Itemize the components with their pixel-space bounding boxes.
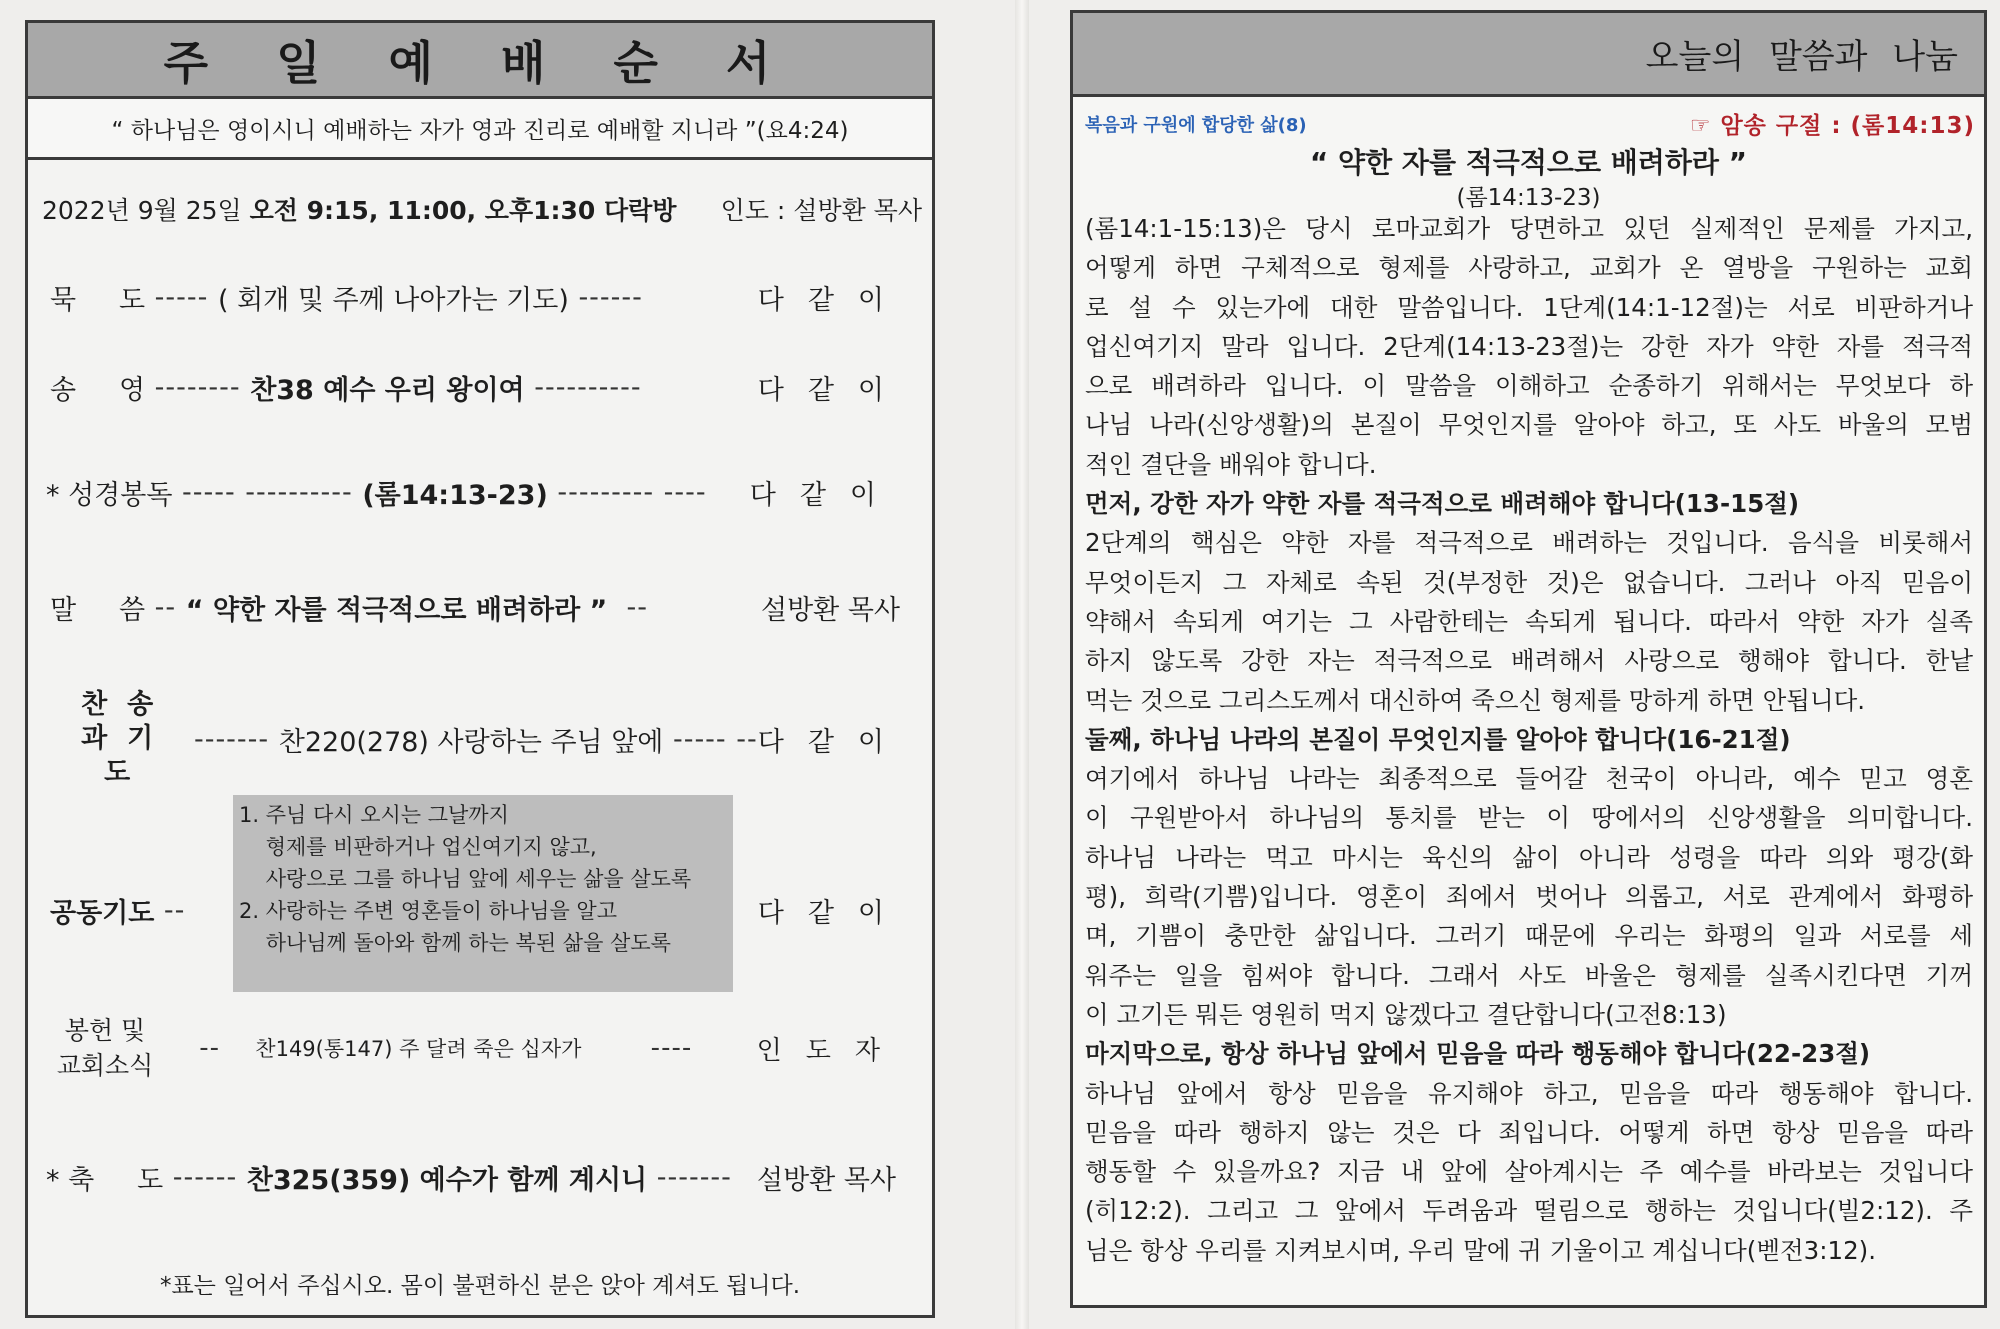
order-participant: 설방환 목사 [757,1165,896,1196]
order-content: (롬14:13-23) [362,480,548,511]
order-content: 찬38 예수 우리 왕이여 [250,375,525,406]
order-row-hymn-prayer [50,688,930,790]
sermon-panel-header [1073,13,1984,97]
order-participant: 다같이 [757,285,908,316]
order-participant: 다같이 [757,375,908,406]
prayer-line: 사랑으로 그를 하나님 앞에 세우는 삶을 살도록 [239,867,692,891]
sermon-body-line: 나님 나라(신앙생활)의 본질이 무엇인지를 알아야 하고, 또 사도 바울의 모범 [1085,410,1973,440]
sermon-point-heading: 먼저, 강한 자가 약한 자를 적극적으로 배려해야 합니다(13-15절) [1085,489,1800,519]
order-dash: ---- [641,1033,702,1063]
order-label: * 축 도 [46,1165,164,1196]
order-dash: ----- -- [663,723,758,755]
sermon-body-line: 이 구원받아서 하나님의 통치를 받는 이 땅에서의 신앙생활을 의미합니다. [1085,803,1973,833]
order-row-silent-prayer [50,278,930,317]
sermon-body-line: 업신여기지 말라 입니다. 2단계(14:13-23절)는 강한 자가 약한 자를 적극적 [1085,331,1973,361]
sermon-body-line: 하나님 나라는 먹고 마시는 육신의 삶이 아니라 성령을 따라 의와 평강(화 [1085,842,1973,872]
service-leader: 인도 : 설방환 목사 [720,196,922,225]
sermon-body-line: 적인 결단을 배워야 합니다. [1085,449,1377,479]
order-dash: ----- [145,282,218,313]
order-dash: ---------- [524,372,652,403]
order-label: * 성경봉독 [46,480,173,511]
order-row-benediction [46,1158,926,1197]
order-participant: 다같이 [757,898,908,929]
sermon-body-line: 하지 않도록 강한 자는 적극적으로 배려해서 사랑으로 행해야 합니다. 한낱 [1085,646,1973,676]
sermon-title: “ 약한 자를 적극적으로 배려하라 ” [1309,146,1748,179]
sermon-body-line: 으로 배려하라 입니다. 이 말씀을 이해하고 순종하기 위해서는 무엇보다 하 [1085,371,1973,401]
order-label: 봉헌 및 교회소식 [56,1016,154,1080]
sermon-point-heading: 마지막으로, 항상 하나님 앞에서 믿음을 따라 행동해야 합니다(22-23절) [1085,1039,1871,1069]
order-label: 묵 도 [50,285,146,316]
prayer-line: 형제를 비판하거나 업신여기지 않고, [239,835,597,859]
order-dash: ------- [647,1162,742,1193]
order-content: 찬149(통147) 주 달려 죽은 십자가 [255,1037,582,1061]
sermon-body-line: 평), 희락(기쁨)입니다. 영혼이 죄에서 벗어나 의롭고, 서로 관계에서 화평하 [1085,882,1973,912]
sermon-body-line: 며, 기쁨이 충만한 삶입니다. 그러기 때문에 우리는 화평의 일과 서로를 세 [1085,921,1973,951]
order-row-sermon [50,588,930,627]
order-content: 찬220(278) 사랑하는 주님 앞에 [278,726,664,758]
order-row-doxology [50,368,930,407]
memory-verse: ☞ 암송 구절 : (롬14:13) [1689,113,1975,139]
prayer-line: 하나님께 돌아와 함께 하는 복된 삶을 살도록 [239,931,671,955]
order-dash: ------ [568,282,653,313]
order-dash: ------- [184,723,279,755]
order-participant: 인도자 [756,1035,904,1066]
order-content: ( 회개 및 주께 나아가는 기도) [217,285,569,316]
order-dash: -- [154,895,186,926]
sermon-point-heading: 둘째, 하나님 나라의 본질이 무엇인지를 알아야 합니다(16-21절) [1085,724,1791,754]
order-dash: ------ [163,1162,247,1193]
theme-verse: “ 하나님은 영이시니 예배하는 자가 영과 진리로 예배할 지니라 ”(요4:24) [28,99,932,160]
sermon-body-line: (히12:2). 그리고 그 앞에서 두려움과 떨림으로 행하는 것입니다(빌2:12). 주 [1085,1196,1973,1226]
prayer-line: 2. 사랑하는 주변 영혼들이 하나님을 알고 [239,899,617,923]
order-participant: 다같이 [757,726,908,758]
standing-note: *표는 일어서 주십시오. 몸이 불편하신 분은 앉아 계셔도 됩니다. [159,1273,801,1299]
order-row-offering-news [50,1013,930,1083]
worship-order-panel [25,20,935,1318]
order-label: 찬송과기도 [81,689,174,788]
sermon-body-line: 이 고기든 뭐든 영원히 먹지 않겠다고 결단합니다(고전8:13) [1085,999,1727,1029]
order-dash: ----- ---------- [172,477,363,508]
prayer-line: 1. 주님 다시 오시는 그날까지 [239,803,509,827]
sermon-body-line: 먹는 것으로 그리스도께서 대신하여 죽으신 형제를 망하게 하면 안됩니다. [1085,685,1866,715]
order-dash: -- [190,1033,230,1063]
sermon-body-line: 로 설 수 있는가에 대한 말씀입니다. 1단계(14:1-12절)는 서로 비판하거나 [1085,292,1973,322]
sermon-body-line: 2단계의 핵심은 약한 자를 적극적으로 배려하는 것입니다. 음식을 비롯해서 [1085,528,1973,558]
service-times: 오전 9:15, 11:00, 오후1:30 다락방 [249,196,677,225]
service-info [42,191,922,227]
sermon-body-line: 워주는 일을 힘써야 합니다. 그래서 사도 바울은 형제를 실족시킨다면 기꺼 [1085,960,1973,990]
sermon-body-line: 믿음을 따라 행하지 않는 것은 다 죄입니다. 어떻게 하면 항상 믿음을 따라 [1085,1117,1973,1147]
sermon-panel [1070,10,1987,1308]
order-content: “ 약한 자를 적극적으로 배려하라 ” [185,595,608,626]
sermon-body-line: 약해서 속되게 여기는 그 사람한테는 속되게 됩니다. 따라서 약한 자가 실족 [1085,606,1973,636]
sermon-body [1085,209,1973,1270]
order-participant: 설방환 목사 [761,595,900,626]
page-fold [1015,0,1029,1329]
worship-order-header [28,23,932,99]
order-label: 공동기도 [50,898,155,929]
order-dash: -- [607,592,648,623]
worship-order-title: 주 일 예 배 순 서 [163,35,797,90]
order-participant: 다같이 [749,480,900,511]
sermon-body-line: (롬14:1-15:13)은 당시 로마교회가 당면하고 있던 실제적인 문제를 가지고, [1085,214,1973,243]
order-dash: -- [145,592,186,623]
order-dash: -------- [145,372,251,403]
series-label: 복음과 구원에 합당한 삶(8) [1085,114,1307,136]
order-content: 찬325(359) 예수가 함께 계시니 [246,1165,648,1196]
sermon-body-line: 무엇이든지 그 자체로 속된 것(부정한 것)은 없습니다. 그러나 아직 믿음이 [1085,567,1973,597]
sermon-reference: (롬14:13-23) [1456,185,1601,211]
order-dash: --------- ---- [547,477,717,508]
service-date-text: 2022년 9월 25일 [42,196,250,225]
sermon-panel-title: 오늘의 말씀과 나눔 [1645,37,1958,77]
sermon-body-line: 여기에서 하나님 나라는 최종적으로 들어갈 천국이 아니라, 예수 믿고 영혼 [1085,764,1973,794]
sermon-body-line: 행동할 수 있을까요? 지금 내 앞에 살아계시는 주 예수를 바라보는 것입니다 [1085,1157,1973,1187]
service-date [42,191,676,227]
sermon-body-line: 하나님 앞에서 항상 믿음을 유지해야 하고, 믿음을 따라 행동해야 합니다. [1085,1078,1973,1108]
common-prayer-box [233,795,733,992]
sermon-meta [1085,107,1975,140]
order-label: 송 영 [50,375,146,406]
sermon-body-line: 어떻게 하면 구체적으로 형제를 사랑하고, 교회가 온 열방을 구원하는 교회 [1085,253,1973,283]
order-row-scripture-reading [46,473,926,512]
sermon-body-line: 님은 항상 우리를 지켜보시며, 우리 말에 귀 기울이고 계십니다(벧전3:12). [1085,1235,1877,1265]
order-label: 말 씀 [50,595,146,626]
